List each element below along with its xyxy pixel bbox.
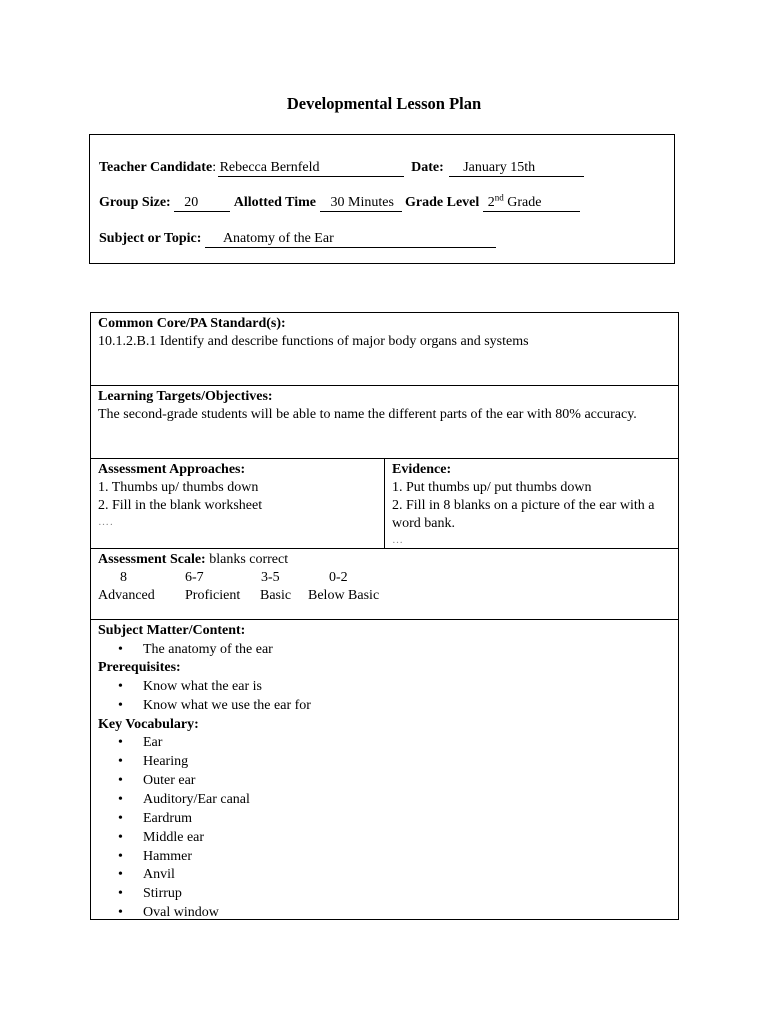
scale-name: Advanced (98, 588, 155, 603)
subject-matter-list (98, 641, 671, 660)
evidence-item: 2. Fill in 8 blanks on a picture of the ear with a word bank. (392, 498, 655, 531)
subject-matter-section (91, 620, 678, 919)
standards-label: Common Core/PA Standard(s): (98, 316, 286, 331)
group-row (99, 194, 580, 212)
scale-score: 8 (120, 570, 127, 585)
assessment-approaches-label: Assessment Approaches: (98, 462, 246, 477)
scale-name: Below Basic (308, 588, 380, 603)
prerequisites-label: Prerequisites: (98, 660, 181, 676)
grade-word: Grade (507, 195, 542, 210)
list-item: • Outer ear (98, 772, 671, 791)
list-item: • Auditory/Ear canal (98, 791, 671, 810)
subject-topic-field: Anatomy of the Ear (205, 231, 496, 248)
key-vocabulary-label: Key Vocabulary: (98, 716, 199, 732)
assessment-scale-section (91, 549, 678, 620)
key-vocabulary-list (98, 734, 671, 923)
teacher-field: Rebecca Bernfeld (218, 160, 404, 177)
subject-topic-label: Subject or Topic: (99, 231, 202, 246)
objectives-section (91, 386, 678, 459)
list-item: • Hammer (98, 848, 671, 867)
evidence-ellipsis: … (392, 534, 404, 546)
approach-ellipsis: …. (98, 516, 114, 528)
assessment-scale-desc: blanks correct (205, 552, 289, 567)
list-item: • Eardrum (98, 810, 671, 829)
list-item: • Know what we use the ear for (98, 697, 671, 716)
grade-level-label: Grade Level (405, 195, 480, 210)
approach-item: 2. Fill in the blank worksheet (98, 498, 263, 513)
group-size-label: Group Size: (99, 195, 171, 210)
allotted-time-field: 30 Minutes (320, 195, 402, 212)
list-item: • Stirrup (98, 885, 671, 904)
subject-row (99, 230, 496, 248)
standards-text: 10.1.2.B.1 Identify and describe functions of major body organs and systems (98, 334, 529, 349)
teacher-label: Teacher Candidate (99, 160, 213, 175)
list-item: • Oval window (98, 904, 671, 923)
assessment-section (91, 459, 678, 549)
evidence-item: 1. Put thumbs up/ put thumbs down (392, 480, 592, 495)
objectives-text: The second-grade students will be able to name the different parts of the ear with 80% accuracy. (98, 407, 637, 422)
grade-level-field (483, 192, 580, 212)
date-field: January 15th (449, 160, 584, 177)
grade-suffix: nd (494, 192, 504, 203)
scale-score: 0-2 (329, 570, 348, 585)
page-title: Developmental Lesson Plan (286, 94, 482, 113)
list-item: • Hearing (98, 753, 671, 772)
date-label: Date: (411, 160, 444, 175)
standards-section (91, 313, 678, 386)
scale-names-row (98, 587, 671, 605)
allotted-time-label: Allotted Time (233, 195, 317, 210)
subject-matter-label: Subject Matter/Content: (98, 623, 246, 638)
teacher-colon: : (212, 160, 217, 175)
scale-score: 6-7 (185, 570, 204, 585)
grade-number: 2 (487, 195, 495, 210)
list-item: • Know what the ear is (98, 678, 671, 697)
teacher-row (99, 159, 584, 177)
evidence-cell (385, 459, 678, 548)
scale-name: Proficient (185, 588, 241, 603)
group-size-field: 20 (174, 195, 230, 212)
scale-name: Basic (260, 588, 292, 603)
list-item: • Ear (98, 734, 671, 753)
approach-item: 1. Thumbs up/ thumbs down (98, 480, 259, 495)
objectives-label: Learning Targets/Objectives: (98, 389, 273, 404)
list-item: • The anatomy of the ear (98, 641, 671, 660)
prerequisites-list (98, 678, 671, 716)
scale-score: 3-5 (261, 570, 280, 585)
evidence-label: Evidence: (392, 462, 452, 477)
list-item: • Anvil (98, 866, 671, 885)
list-item: • Middle ear (98, 829, 671, 848)
header-info-box (89, 134, 675, 264)
lesson-plan-table (90, 312, 679, 920)
assessment-scale-label: Assessment Scale: (98, 552, 206, 567)
scale-scores-row (98, 569, 671, 587)
assessment-approaches-cell (91, 459, 385, 548)
